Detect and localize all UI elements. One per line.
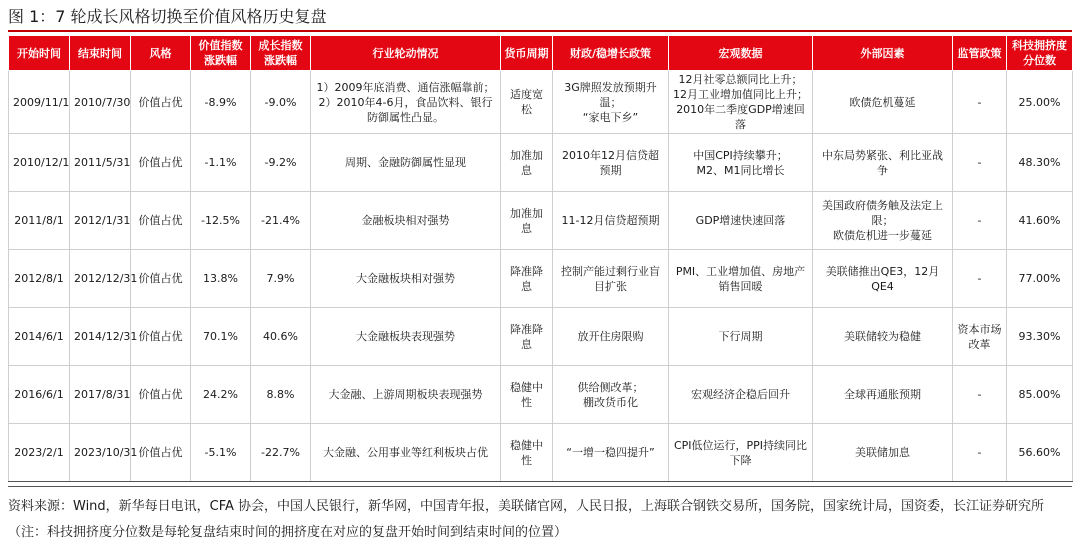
review-table <box>8 35 1073 482</box>
table-row <box>9 134 1073 192</box>
style-cell: 价值占优 <box>131 71 191 134</box>
col-header: 监管政策 <box>953 36 1007 71</box>
col-header: 价值指数涨跌幅 <box>191 36 251 71</box>
industry-rotation-cell: 1）2009年底消费、通信涨幅靠前； 2）2010年4-6月，食品饮料、银行防御属性凸显。 <box>311 71 501 134</box>
value-index-change-cell: 70.1% <box>191 308 251 366</box>
industry-rotation-cell: 大金融、上游周期板块表现强势 <box>311 366 501 424</box>
end-date-cell: 2011/5/31 <box>70 134 131 192</box>
tech-crowding-percentile-cell: 25.00% <box>1007 71 1073 134</box>
monetary-cycle-cell: 加准加息 <box>501 134 553 192</box>
style-cell: 价值占优 <box>131 134 191 192</box>
macro-data-cell: PMI、工业增加值、房地产销售回暖 <box>669 250 813 308</box>
growth-index-change-cell: 40.6% <box>251 308 311 366</box>
table-body <box>9 71 1073 482</box>
start-date-cell: 2011/8/1 <box>9 192 70 250</box>
growth-index-change-cell: -9.0% <box>251 71 311 134</box>
regulatory-policy-cell: - <box>953 250 1007 308</box>
industry-rotation-cell: 大金融板块表现强势 <box>311 308 501 366</box>
bottom-rule <box>8 486 1072 487</box>
value-index-change-cell: -8.9% <box>191 71 251 134</box>
macro-data-cell: 12月社零总额同比上升； 12月工业增加值同比上升； 2010年二季度GDP增速回落 <box>669 71 813 134</box>
start-date-cell: 2016/6/1 <box>9 366 70 424</box>
macro-data-cell: GDP增速快速回落 <box>669 192 813 250</box>
macro-data-cell: CPI低位运行，PPI持续同比下降 <box>669 424 813 482</box>
industry-rotation-cell: 大金融板块相对强势 <box>311 250 501 308</box>
start-date-cell: 2012/8/1 <box>9 250 70 308</box>
col-header: 宏观数据 <box>669 36 813 71</box>
fiscal-policy-cell: 3G牌照发放预期升温； “家电下乡” <box>553 71 669 134</box>
table-row <box>9 424 1073 482</box>
regulatory-policy-cell: - <box>953 134 1007 192</box>
table-row <box>9 366 1073 424</box>
style-cell: 价值占优 <box>131 250 191 308</box>
tech-crowding-percentile-cell: 41.60% <box>1007 192 1073 250</box>
industry-rotation-cell: 周期、金融防御属性显现 <box>311 134 501 192</box>
external-factors-cell: 欧债危机蔓延 <box>813 71 953 134</box>
title-rule <box>8 30 1072 32</box>
growth-index-change-cell: 8.8% <box>251 366 311 424</box>
external-factors-cell: 美联储加息 <box>813 424 953 482</box>
macro-data-cell: 下行周期 <box>669 308 813 366</box>
tech-crowding-percentile-cell: 93.30% <box>1007 308 1073 366</box>
table-row <box>9 308 1073 366</box>
value-index-change-cell: -1.1% <box>191 134 251 192</box>
regulatory-policy-cell: - <box>953 192 1007 250</box>
fiscal-policy-cell: 2010年12月信贷超预期 <box>553 134 669 192</box>
col-header: 风格 <box>131 36 191 71</box>
regulatory-policy-cell: - <box>953 71 1007 134</box>
value-index-change-cell: 13.8% <box>191 250 251 308</box>
growth-index-change-cell: 7.9% <box>251 250 311 308</box>
end-date-cell: 2012/1/31 <box>70 192 131 250</box>
start-date-cell: 2010/12/1 <box>9 134 70 192</box>
style-cell: 价值占优 <box>131 366 191 424</box>
table-row <box>9 250 1073 308</box>
monetary-cycle-cell: 降准降息 <box>501 308 553 366</box>
table-row <box>9 71 1073 134</box>
style-cell: 价值占优 <box>131 308 191 366</box>
style-cell: 价值占优 <box>131 424 191 482</box>
col-header: 行业轮动情况 <box>311 36 501 71</box>
monetary-cycle-cell: 稳健中性 <box>501 366 553 424</box>
external-factors-cell: 中东局势紧张、利比亚战争 <box>813 134 953 192</box>
external-factors-cell: 全球再通胀预期 <box>813 366 953 424</box>
start-date-cell: 2023/2/1 <box>9 424 70 482</box>
growth-index-change-cell: -21.4% <box>251 192 311 250</box>
regulatory-policy-cell: - <box>953 424 1007 482</box>
col-header: 成长指数涨跌幅 <box>251 36 311 71</box>
fiscal-policy-cell: 11-12月信贷超预期 <box>553 192 669 250</box>
figure-title: 图 1：7 轮成长风格切换至价值风格历史复盘 <box>8 7 327 26</box>
fiscal-policy-cell: “一增一稳四提升” <box>553 424 669 482</box>
value-index-change-cell: 24.2% <box>191 366 251 424</box>
col-header: 开始时间 <box>9 36 70 71</box>
end-date-cell: 2012/12/31 <box>70 250 131 308</box>
col-header: 外部因素 <box>813 36 953 71</box>
monetary-cycle-cell: 降准降息 <box>501 250 553 308</box>
end-date-cell: 2023/10/31 <box>70 424 131 482</box>
monetary-cycle-cell: 适度宽松 <box>501 71 553 134</box>
style-cell: 价值占优 <box>131 192 191 250</box>
start-date-cell: 2014/6/1 <box>9 308 70 366</box>
regulatory-policy-cell: - <box>953 366 1007 424</box>
monetary-cycle-cell: 稳健中性 <box>501 424 553 482</box>
growth-index-change-cell: -22.7% <box>251 424 311 482</box>
macro-data-cell: 宏观经济企稳后回升 <box>669 366 813 424</box>
external-factors-cell: 美国政府债务触及法定上限； 欧债危机进一步蔓延 <box>813 192 953 250</box>
fiscal-policy-cell: 供给侧改革； 棚改货币化 <box>553 366 669 424</box>
industry-rotation-cell: 金融板块相对强势 <box>311 192 501 250</box>
external-factors-cell: 美联储推出QE3，12月QE4 <box>813 250 953 308</box>
macro-data-cell: 中国CPI持续攀升； M2、M1同比增长 <box>669 134 813 192</box>
end-date-cell: 2014/12/31 <box>70 308 131 366</box>
header-row <box>9 36 1073 71</box>
fiscal-policy-cell: 控制产能过剩行业盲目扩张 <box>553 250 669 308</box>
external-factors-cell: 美联储较为稳健 <box>813 308 953 366</box>
tech-crowding-percentile-cell: 85.00% <box>1007 366 1073 424</box>
value-index-change-cell: -12.5% <box>191 192 251 250</box>
tech-crowding-percentile-cell: 56.60% <box>1007 424 1073 482</box>
source-note: 资料来源：Wind，新华每日电讯，CFA 协会，中国人民银行，新华网，中国青年报，美联储官网，人民日报，上海联合钢铁交易所，国务院，国家统计局，国资委，长江证券研究所（注：科技拥挤度分位数是每轮复盘结束时间的拥挤度在对应的复盘开始时间到结束时间的位置） <box>8 499 1045 540</box>
growth-index-change-cell: -9.2% <box>251 134 311 192</box>
end-date-cell: 2010/7/30 <box>70 71 131 134</box>
start-date-cell: 2009/11/1 <box>9 71 70 134</box>
fiscal-policy-cell: 放开住房限购 <box>553 308 669 366</box>
tech-crowding-percentile-cell: 48.30% <box>1007 134 1073 192</box>
value-index-change-cell: -5.1% <box>191 424 251 482</box>
col-header: 货币周期 <box>501 36 553 71</box>
monetary-cycle-cell: 加准加息 <box>501 192 553 250</box>
industry-rotation-cell: 大金融、公用事业等红利板块占优 <box>311 424 501 482</box>
table-row <box>9 192 1073 250</box>
end-date-cell: 2017/8/31 <box>70 366 131 424</box>
tech-crowding-percentile-cell: 77.00% <box>1007 250 1073 308</box>
col-header: 财政/稳增长政策 <box>553 36 669 71</box>
col-header: 科技拥挤度分位数 <box>1007 36 1073 71</box>
col-header: 结束时间 <box>70 36 131 71</box>
regulatory-policy-cell: 资本市场改革 <box>953 308 1007 366</box>
